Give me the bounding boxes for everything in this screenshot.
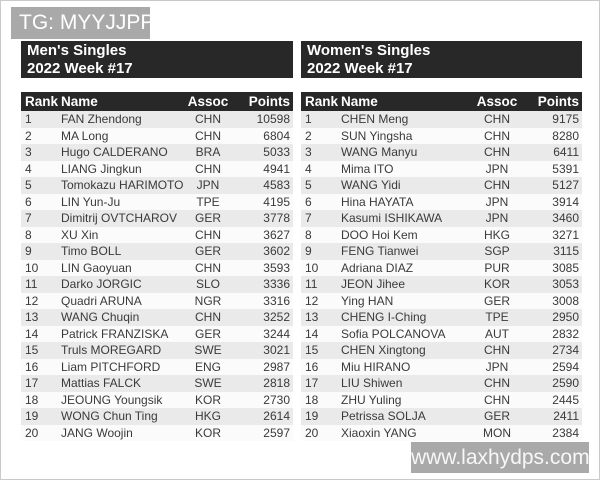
assoc-cell: GER bbox=[483, 293, 510, 308]
name-cell: JEOUNG Youngsik bbox=[61, 392, 163, 407]
points-cell: 3778 bbox=[263, 211, 290, 226]
table-row bbox=[301, 375, 582, 392]
rank-cell: 6 bbox=[25, 194, 32, 209]
name-cell: WANG Chuqin bbox=[61, 310, 140, 325]
table-row bbox=[301, 392, 582, 409]
assoc-cell: CHN bbox=[195, 310, 221, 325]
points-cell: 2730 bbox=[263, 392, 290, 407]
table-row bbox=[301, 177, 582, 194]
name-cell: WANG Yidi bbox=[341, 178, 401, 193]
points-cell: 3252 bbox=[263, 310, 290, 325]
table-row bbox=[21, 309, 293, 326]
rank-cell: 14 bbox=[25, 326, 39, 341]
points-cell: 2384 bbox=[552, 425, 579, 440]
table-title-line2: 2022 Week #17 bbox=[27, 60, 133, 77]
name-cell: Tomokazu HARIMOTO bbox=[61, 178, 183, 193]
table-row bbox=[301, 111, 582, 128]
assoc-cell: KOR bbox=[194, 425, 221, 440]
rank-cell: 6 bbox=[305, 194, 312, 209]
assoc-cell: KOR bbox=[194, 392, 221, 407]
rank-cell: 17 bbox=[305, 376, 319, 391]
table-row bbox=[301, 260, 582, 277]
points-cell: 3460 bbox=[552, 211, 579, 226]
name-cell: Hugo CALDERANO bbox=[61, 145, 168, 160]
points-cell: 6804 bbox=[263, 128, 290, 143]
rank-cell: 7 bbox=[25, 211, 32, 226]
table-row bbox=[21, 326, 293, 343]
points-cell: 2590 bbox=[552, 376, 579, 391]
assoc-cell: JPN bbox=[196, 178, 220, 193]
rank-cell: 19 bbox=[305, 409, 319, 424]
name-cell: Liam PITCHFORD bbox=[61, 359, 161, 374]
assoc-cell: GER bbox=[194, 211, 221, 226]
name-cell: FAN Zhendong bbox=[61, 112, 142, 127]
name-cell: LIU Shiwen bbox=[341, 376, 403, 391]
rank-cell: 8 bbox=[305, 227, 312, 242]
points-cell: 3053 bbox=[552, 277, 579, 292]
name-cell: Patrick FRANZISKA bbox=[61, 326, 169, 341]
name-cell: LIN Yun-Ju bbox=[61, 194, 121, 209]
column-header-rank: Rank bbox=[25, 94, 59, 109]
name-cell: Timo BOLL bbox=[61, 244, 122, 259]
name-cell: JEON Jihee bbox=[341, 277, 406, 292]
table-row bbox=[301, 326, 582, 343]
name-cell: Petrissa SOLJA bbox=[341, 409, 426, 424]
name-cell: WANG Manyu bbox=[341, 145, 418, 160]
name-cell: CHENG I-Ching bbox=[341, 310, 427, 325]
rank-cell: 5 bbox=[305, 178, 312, 193]
points-cell: 3085 bbox=[552, 260, 579, 275]
table-row bbox=[21, 392, 293, 409]
name-cell: MA Long bbox=[61, 128, 109, 143]
points-cell: 2445 bbox=[552, 392, 579, 407]
table-row bbox=[21, 161, 293, 178]
table-row bbox=[21, 425, 293, 442]
assoc-cell: KOR bbox=[483, 277, 510, 292]
column-header-points: Points bbox=[248, 94, 290, 109]
table-row bbox=[21, 227, 293, 244]
table-row bbox=[301, 342, 582, 359]
name-cell: FENG Tianwei bbox=[341, 244, 419, 259]
assoc-cell: GER bbox=[194, 326, 221, 341]
rank-cell: 2 bbox=[25, 128, 32, 143]
assoc-cell: GER bbox=[483, 409, 510, 424]
rank-cell: 14 bbox=[305, 326, 319, 341]
rank-cell: 1 bbox=[25, 112, 32, 127]
table-row bbox=[301, 243, 582, 260]
points-cell: 10598 bbox=[256, 112, 290, 127]
assoc-cell: SGP bbox=[484, 244, 510, 259]
column-header-name: Name bbox=[341, 94, 378, 109]
rank-cell: 5 bbox=[25, 178, 32, 193]
points-cell: 3008 bbox=[552, 293, 579, 308]
table-row bbox=[301, 408, 582, 425]
table-row bbox=[21, 128, 293, 145]
table-title-line1: Men's Singles bbox=[27, 42, 127, 59]
rank-cell: 12 bbox=[25, 293, 39, 308]
assoc-cell: HKG bbox=[194, 409, 221, 424]
points-cell: 2832 bbox=[552, 326, 579, 341]
name-cell: CHEN Meng bbox=[341, 112, 409, 127]
column-header-rank: Rank bbox=[305, 94, 339, 109]
table-row bbox=[21, 111, 293, 128]
womens-table-header-row bbox=[301, 92, 582, 111]
points-cell: 3336 bbox=[263, 277, 290, 292]
points-cell: 3115 bbox=[553, 244, 579, 259]
table-row bbox=[21, 359, 293, 376]
rank-cell: 8 bbox=[25, 227, 32, 242]
table-row bbox=[21, 293, 293, 310]
mens-table-title bbox=[21, 41, 293, 78]
name-cell: Dimitrij OVTCHAROV bbox=[61, 211, 177, 226]
rank-cell: 4 bbox=[305, 161, 312, 176]
table-row bbox=[301, 210, 582, 227]
name-cell: Kasumi ISHIKAWA bbox=[341, 211, 443, 226]
mens-table-rows bbox=[21, 111, 293, 441]
rank-cell: 18 bbox=[25, 392, 39, 407]
table-row bbox=[21, 342, 293, 359]
assoc-cell: CHN bbox=[484, 112, 510, 127]
name-cell: Quadri ARUNA bbox=[61, 293, 142, 308]
column-header-assoc: Assoc bbox=[476, 94, 518, 109]
assoc-cell: JPN bbox=[485, 161, 509, 176]
name-cell: Xiaoxin YANG bbox=[341, 425, 417, 440]
table-row bbox=[21, 144, 293, 161]
table-row bbox=[21, 210, 293, 227]
points-cell: 4583 bbox=[263, 178, 290, 193]
points-cell: 3593 bbox=[263, 260, 290, 275]
assoc-cell: ENG bbox=[194, 359, 221, 374]
points-cell: 3021 bbox=[263, 343, 290, 358]
name-cell: Hina HAYATA bbox=[341, 194, 414, 209]
rank-cell: 2 bbox=[305, 128, 312, 143]
table-title-line1: Women's Singles bbox=[307, 42, 431, 59]
table-row bbox=[301, 161, 582, 178]
rank-cell: 16 bbox=[25, 359, 39, 374]
table-row bbox=[21, 243, 293, 260]
table-row bbox=[301, 128, 582, 145]
table-row bbox=[21, 276, 293, 293]
name-cell: ZHU Yuling bbox=[341, 392, 402, 407]
rank-cell: 4 bbox=[25, 161, 32, 176]
points-cell: 2818 bbox=[263, 376, 290, 391]
rank-cell: 13 bbox=[25, 310, 39, 325]
assoc-cell: AUT bbox=[485, 326, 509, 341]
rank-cell: 9 bbox=[25, 244, 32, 259]
womens-singles-table-panel bbox=[301, 41, 582, 441]
name-cell: Mima ITO bbox=[341, 161, 394, 176]
assoc-cell: TPE bbox=[485, 310, 509, 325]
assoc-cell: JPN bbox=[485, 194, 509, 209]
assoc-cell: CHN bbox=[484, 392, 510, 407]
womens-table-title bbox=[301, 41, 582, 78]
assoc-cell: JPN bbox=[485, 211, 509, 226]
name-cell: SUN Yingsha bbox=[341, 128, 413, 143]
name-cell: Ying HAN bbox=[341, 293, 394, 308]
assoc-cell: HKG bbox=[483, 227, 510, 242]
points-cell: 2734 bbox=[552, 343, 579, 358]
table-row bbox=[301, 359, 582, 376]
mens-singles-table-panel bbox=[21, 41, 293, 441]
name-cell: JANG Woojin bbox=[61, 425, 133, 440]
rank-cell: 3 bbox=[25, 145, 32, 160]
points-cell: 5391 bbox=[552, 161, 579, 176]
rank-cell: 17 bbox=[25, 376, 39, 391]
name-cell: Miu HIRANO bbox=[341, 359, 411, 374]
points-cell: 5033 bbox=[263, 145, 290, 160]
assoc-cell: MON bbox=[483, 425, 511, 440]
table-row bbox=[21, 194, 293, 211]
table-row bbox=[301, 309, 582, 326]
rank-cell: 13 bbox=[305, 310, 319, 325]
rank-cell: 12 bbox=[305, 293, 319, 308]
points-cell: 5127 bbox=[552, 178, 579, 193]
table-row bbox=[301, 144, 582, 161]
table-row bbox=[301, 227, 582, 244]
rank-cell: 9 bbox=[305, 244, 312, 259]
points-cell: 2987 bbox=[263, 359, 290, 374]
assoc-cell: TPE bbox=[196, 194, 220, 209]
points-cell: 9175 bbox=[552, 112, 579, 127]
assoc-cell: CHN bbox=[484, 178, 510, 193]
table-title-line2: 2022 Week #17 bbox=[307, 60, 413, 77]
points-cell: 4195 bbox=[263, 194, 290, 209]
rank-cell: 11 bbox=[305, 277, 318, 292]
name-cell: Mattias FALCK bbox=[61, 376, 142, 391]
assoc-cell: CHN bbox=[484, 376, 510, 391]
name-cell: Sofia POLCANOVA bbox=[341, 326, 446, 341]
rank-cell: 15 bbox=[305, 343, 319, 358]
assoc-cell: SWE bbox=[194, 343, 222, 358]
rank-cell: 10 bbox=[305, 260, 319, 275]
points-cell: 8280 bbox=[552, 128, 579, 143]
rank-cell: 1 bbox=[305, 112, 312, 127]
assoc-cell: CHN bbox=[484, 145, 510, 160]
name-cell: DOO Hoi Kem bbox=[341, 227, 418, 242]
name-cell: LIN Gaoyuan bbox=[61, 260, 132, 275]
assoc-cell: SLO bbox=[195, 277, 220, 292]
assoc-cell: CHN bbox=[195, 227, 221, 242]
name-cell: Truls MOREGARD bbox=[61, 343, 162, 358]
assoc-cell: SWE bbox=[194, 376, 222, 391]
name-cell: Adriana DIAZ bbox=[341, 260, 414, 275]
table-row bbox=[21, 408, 293, 425]
rank-cell: 10 bbox=[25, 260, 39, 275]
assoc-cell: CHN bbox=[195, 112, 221, 127]
table-row bbox=[301, 293, 582, 310]
table-row bbox=[301, 425, 582, 442]
points-cell: 3316 bbox=[263, 293, 290, 308]
name-cell: CHEN Xingtong bbox=[341, 343, 426, 358]
assoc-cell: BRA bbox=[195, 145, 221, 160]
watermark-top: TG: MYYJJPP bbox=[11, 7, 150, 39]
assoc-cell: CHN bbox=[484, 343, 510, 358]
assoc-cell: CHN bbox=[195, 260, 221, 275]
assoc-cell: GER bbox=[194, 244, 221, 259]
womens-table-rows bbox=[301, 111, 582, 441]
rank-cell: 11 bbox=[25, 277, 38, 292]
points-cell: 3914 bbox=[552, 194, 579, 209]
points-cell: 2411 bbox=[553, 409, 579, 424]
points-cell: 3627 bbox=[263, 227, 290, 242]
points-cell: 2950 bbox=[552, 310, 579, 325]
points-cell: 6411 bbox=[553, 145, 579, 160]
assoc-cell: CHN bbox=[195, 128, 221, 143]
name-cell: Darko JORGIC bbox=[61, 277, 142, 292]
points-cell: 4941 bbox=[263, 161, 290, 176]
assoc-cell: CHN bbox=[484, 128, 510, 143]
watermark-bottom: www.laxhydps.com bbox=[411, 442, 589, 473]
name-cell: LIANG Jingkun bbox=[61, 161, 142, 176]
table-row bbox=[301, 194, 582, 211]
column-header-points: Points bbox=[537, 94, 579, 109]
name-cell: WONG Chun Ting bbox=[61, 409, 158, 424]
rank-cell: 18 bbox=[305, 392, 319, 407]
points-cell: 3271 bbox=[552, 227, 579, 242]
points-cell: 2594 bbox=[552, 359, 579, 374]
rank-cell: 15 bbox=[25, 343, 39, 358]
table-row bbox=[301, 276, 582, 293]
assoc-cell: JPN bbox=[485, 359, 509, 374]
points-cell: 3244 bbox=[263, 326, 290, 341]
rank-cell: 7 bbox=[305, 211, 312, 226]
rank-cell: 20 bbox=[25, 425, 39, 440]
column-header-assoc: Assoc bbox=[187, 94, 229, 109]
assoc-cell: NGR bbox=[194, 293, 222, 308]
rank-cell: 19 bbox=[25, 409, 39, 424]
rank-cell: 20 bbox=[305, 425, 319, 440]
assoc-cell: CHN bbox=[195, 161, 221, 176]
table-row bbox=[21, 260, 293, 277]
rank-cell: 16 bbox=[305, 359, 319, 374]
column-header-name: Name bbox=[61, 94, 98, 109]
rank-cell: 3 bbox=[305, 145, 312, 160]
points-cell: 3602 bbox=[263, 244, 290, 259]
name-cell: XU Xin bbox=[61, 227, 99, 242]
assoc-cell: PUR bbox=[484, 260, 510, 275]
points-cell: 2614 bbox=[263, 409, 290, 424]
points-cell: 2597 bbox=[263, 425, 290, 440]
table-row bbox=[21, 177, 293, 194]
table-row bbox=[21, 375, 293, 392]
mens-table-header-row bbox=[21, 92, 293, 111]
